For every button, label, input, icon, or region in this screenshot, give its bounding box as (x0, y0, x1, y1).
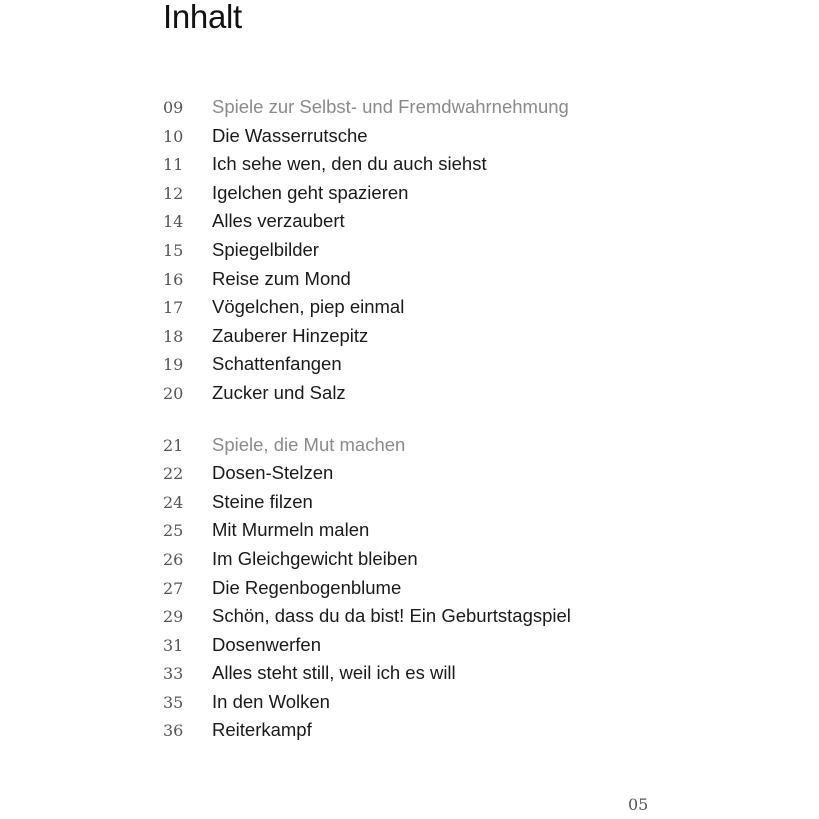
entry-title: Die Regenbogenblume (212, 576, 402, 598)
page-number: 29 (163, 607, 184, 627)
section-heading (163, 431, 723, 460)
entry-title: Zucker und Salz (212, 381, 346, 403)
page-number: 15 (163, 240, 184, 260)
toc-section-2 (163, 431, 723, 746)
page-number: 09 (163, 98, 184, 117)
page-number: 19 (163, 355, 184, 375)
entry-title: Dosen-Stelzen (212, 462, 334, 484)
entry-title: Alles steht still, weil ich es will (212, 662, 456, 684)
page-number: 26 (163, 549, 184, 569)
toc-section-1 (163, 93, 723, 408)
page-number: 14 (163, 212, 184, 232)
page-number: 11 (163, 155, 184, 175)
page-number: 22 (163, 464, 184, 484)
toc-entry (163, 122, 723, 151)
page-number: 33 (163, 664, 184, 684)
entry-title: In den Wolken (212, 690, 330, 712)
section-title: Spiele, die Mut machen (212, 433, 406, 455)
page-number: 10 (163, 126, 184, 146)
toc-entry (163, 716, 723, 745)
entry-title: Mit Murmeln malen (212, 519, 370, 541)
page-number: 35 (163, 692, 184, 712)
toc-entry (163, 379, 723, 408)
entry-title: Schön, dass du da bist! Ein Geburtstagspiel (212, 605, 571, 627)
entry-title: Alles verzaubert (212, 210, 345, 232)
page-number: 25 (163, 521, 184, 541)
toc-entry (163, 350, 723, 379)
toc-entry (163, 574, 723, 603)
table-of-contents (163, 93, 723, 768)
page-title: Inhalt (163, 0, 242, 35)
section-heading (163, 93, 723, 122)
toc-entry (163, 688, 723, 717)
entry-title: Reise zum Mond (212, 267, 351, 289)
page-number: 36 (163, 721, 184, 741)
page-number: 20 (163, 383, 184, 403)
toc-entry (163, 545, 723, 574)
entry-title: Im Gleichgewicht bleiben (212, 547, 418, 569)
entry-title: Dosenwerfen (212, 633, 322, 655)
page-number: 17 (163, 298, 184, 318)
toc-entry (163, 322, 723, 351)
page-number: 16 (163, 269, 184, 289)
toc-entry (163, 631, 723, 660)
entry-title: Vögelchen, piep einmal (212, 296, 405, 318)
toc-entry (163, 602, 723, 631)
page-number: 31 (163, 635, 184, 655)
toc-entry (163, 459, 723, 488)
page-folio: 05 (628, 795, 649, 814)
toc-entry (163, 659, 723, 688)
toc-entry (163, 293, 723, 322)
entry-title: Die Wasserrutsche (212, 124, 368, 146)
entry-title: Zauberer Hinzepitz (212, 324, 369, 346)
entry-title: Ich sehe wen, den du auch siehst (212, 153, 487, 175)
page-number: 24 (163, 492, 184, 512)
entry-title: Reiterkampf (212, 719, 312, 741)
toc-entry (163, 516, 723, 545)
page-number: 18 (163, 326, 184, 346)
section-title: Spiele zur Selbst- und Fremdwahrnehmung (212, 96, 569, 117)
toc-entry (163, 265, 723, 294)
page-number: 27 (163, 578, 184, 598)
entry-title: Spiegelbilder (212, 238, 319, 260)
page-number: 12 (163, 183, 184, 203)
entry-title: Schattenfangen (212, 353, 342, 375)
toc-entry (163, 150, 723, 179)
toc-entry (163, 179, 723, 208)
page-number: 21 (163, 435, 184, 455)
entry-title: Steine filzen (212, 490, 313, 512)
toc-entry (163, 207, 723, 236)
toc-entry (163, 488, 723, 517)
toc-entry (163, 236, 723, 265)
entry-title: Igelchen geht spazieren (212, 181, 409, 203)
